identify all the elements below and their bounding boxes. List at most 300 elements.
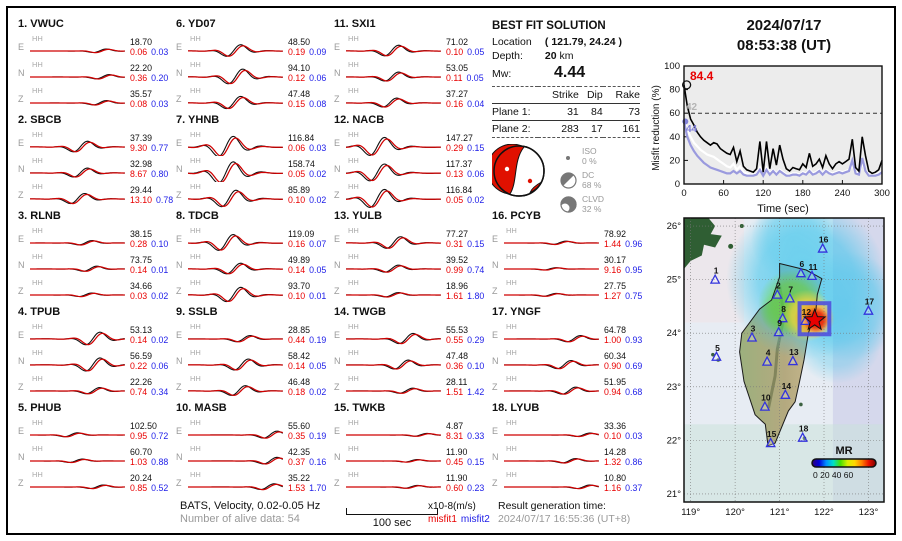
- waveform-trace: [30, 444, 126, 470]
- channel-label: E: [18, 234, 25, 244]
- band-label: HH: [506, 470, 517, 479]
- band-label: HH: [190, 470, 201, 479]
- channel-label: N: [334, 68, 341, 78]
- station-column-1: [18, 18, 176, 500]
- station-number: 17.: [492, 306, 508, 318]
- amplitude-value: 51.95: [604, 377, 627, 387]
- amplitude-value: 22.20: [130, 63, 153, 73]
- waveform-row: [334, 34, 492, 60]
- amplitude-value: 56.59: [130, 351, 153, 361]
- waveform-row: [18, 130, 176, 156]
- misfit2-value: 0.93: [625, 335, 643, 345]
- station-block-twkb: [334, 402, 492, 498]
- misfit1-value: 0.95: [130, 431, 148, 441]
- misfit1-value: 0.31: [446, 239, 464, 249]
- amplitude-value: 33.36: [604, 421, 627, 431]
- waveform-trace: [188, 322, 284, 348]
- channel-label: Z: [176, 94, 182, 104]
- svg-text:0: 0: [681, 188, 687, 199]
- waveform-trace: [188, 86, 284, 112]
- waveform-row: [334, 444, 492, 470]
- waveform-trace: [346, 34, 442, 60]
- station-block-vwuc: [18, 18, 176, 114]
- svg-text:3: 3: [750, 323, 756, 334]
- misfit2-value: 0.15: [467, 143, 485, 153]
- waveform-trace: [346, 226, 442, 252]
- plane1-dip: 84: [579, 104, 603, 121]
- misfit2-value: 0.80: [151, 169, 169, 179]
- station-block-phub: [18, 402, 176, 498]
- plane2-label: Plane 2:: [492, 123, 531, 135]
- misfit1-value: 1.51: [446, 387, 464, 397]
- station-number: 5.: [18, 402, 28, 414]
- waveform-row: [18, 86, 176, 112]
- svg-text:60: 60: [718, 188, 729, 199]
- amplitude-value: 42.35: [288, 447, 311, 457]
- misfit1-value: 1.03: [130, 457, 148, 467]
- band-label: HH: [190, 226, 201, 235]
- svg-text:Misfit reduction (%): Misfit reduction (%): [651, 85, 662, 171]
- waveform-row: [334, 60, 492, 86]
- channel-label: N: [18, 356, 25, 366]
- station-name: LYUB: [510, 402, 540, 414]
- misfit2-value: 0.33: [467, 431, 485, 441]
- amplitude-value: 47.48: [288, 89, 311, 99]
- amplitude-value: 158.74: [288, 159, 315, 169]
- amplitude-value: 49.89: [288, 255, 311, 265]
- misfit2-value: 0.37: [625, 483, 643, 493]
- misfit1-value: 0.06: [288, 143, 306, 153]
- band-label: HH: [32, 182, 43, 191]
- data-source-label: BATS, Velocity, 0.02-0.05 Hz: [180, 500, 321, 512]
- band-label: HH: [32, 86, 43, 95]
- waveform-trace: [188, 182, 284, 208]
- svg-text:80: 80: [669, 84, 680, 96]
- misfit1-value: 0.35: [288, 431, 306, 441]
- station-name: SXI1: [351, 18, 376, 30]
- depth-value: 20: [544, 50, 557, 62]
- channel-label: E: [492, 330, 499, 340]
- station-name: YULB: [352, 210, 383, 222]
- waveform-trace: [188, 418, 284, 444]
- station-number: 18.: [492, 402, 508, 414]
- amplitude-value: 64.78: [604, 325, 627, 335]
- amplitude-value: 35.57: [130, 89, 153, 99]
- waveform-trace: [504, 226, 600, 252]
- misfit2-value: 0.15: [467, 457, 485, 467]
- station-block-twgb: [334, 306, 492, 402]
- station-block-sslb: [176, 306, 334, 402]
- moment-decomposition: [560, 144, 604, 216]
- waveform-row: [492, 226, 650, 252]
- waveform-row: [18, 418, 176, 444]
- waveform-trace: [504, 322, 600, 348]
- misfit1-value: 0.10: [446, 47, 464, 57]
- col-dip: Dip: [579, 87, 603, 104]
- band-label: HH: [348, 156, 359, 165]
- misfit1-value: 0.06: [130, 47, 148, 57]
- station-name: TWGB: [352, 306, 386, 318]
- svg-text:12: 12: [801, 306, 812, 317]
- svg-text:16: 16: [818, 234, 829, 245]
- waveform-row: [492, 374, 650, 400]
- station-block-nacb: [334, 114, 492, 210]
- channel-label: Z: [18, 94, 24, 104]
- plane1-strike: 31: [538, 104, 579, 121]
- station-block-lyub: [492, 402, 650, 498]
- misfit2-value: 0.09: [309, 47, 327, 57]
- report-page: [6, 6, 896, 535]
- misfit2-value: 0.06: [309, 73, 327, 83]
- waveform-row: [176, 182, 334, 208]
- waveform-row: [176, 470, 334, 496]
- misfit1-value: 0.13: [446, 169, 464, 179]
- misfit1-value: 0.36: [130, 73, 148, 83]
- misfit1-value: 0.05: [288, 169, 306, 179]
- amplitude-value: 18.96: [446, 281, 469, 291]
- misfit2-value: 0.08: [309, 99, 327, 109]
- band-label: HH: [32, 156, 43, 165]
- waveform-trace: [30, 374, 126, 400]
- misfit2-value: 0.20: [151, 73, 169, 83]
- misfit1-legend: misfit1: [428, 514, 457, 525]
- svg-text:10: 10: [761, 392, 771, 403]
- svg-text:24°: 24°: [666, 328, 681, 340]
- band-label: HH: [32, 470, 43, 479]
- plane1-rake: 73: [603, 104, 640, 121]
- amplitude-value: 55.53: [446, 325, 469, 335]
- channel-label: Z: [18, 382, 24, 392]
- misfit1-value: 0.99: [446, 265, 464, 275]
- station-block-tpub: [18, 306, 176, 402]
- misfit2-value: 0.10: [467, 361, 485, 371]
- misfit2-value: 0.06: [151, 361, 169, 371]
- waveform-row: [492, 252, 650, 278]
- station-name: SBCB: [30, 114, 62, 126]
- amplitude-value: 39.52: [446, 255, 469, 265]
- band-label: HH: [190, 34, 201, 43]
- waveform-row: [18, 252, 176, 278]
- amplitude-value: 85.89: [288, 185, 311, 195]
- misfit2-value: 0.04: [467, 99, 485, 109]
- misfit1-value: 13.10: [130, 195, 153, 205]
- station-number: 7.: [176, 114, 186, 126]
- misfit1-value: 1.53: [288, 483, 306, 493]
- band-label: HH: [32, 444, 43, 453]
- channel-label: Z: [334, 478, 340, 488]
- channel-label: E: [18, 330, 25, 340]
- misfit2-value: 0.05: [309, 361, 327, 371]
- channel-label: Z: [492, 478, 498, 488]
- waveform-row: [18, 60, 176, 86]
- station-block-yhnb: [176, 114, 334, 210]
- band-label: HH: [348, 86, 359, 95]
- waveform-trace: [30, 60, 126, 86]
- misfit2-value: 1.70: [309, 483, 327, 493]
- waveform-row: [18, 348, 176, 374]
- channel-label: N: [492, 452, 499, 462]
- alive-data-count: Number of alive data: 54: [180, 513, 300, 525]
- misfit1-value: 0.16: [446, 99, 464, 109]
- waveform-trace: [30, 226, 126, 252]
- misfit1-value: 0.10: [288, 195, 306, 205]
- misfit1-value: 0.28: [130, 239, 148, 249]
- waveform-row: [334, 226, 492, 252]
- amplitude-value: 53.13: [130, 325, 153, 335]
- misfit1-value: 0.05: [446, 195, 464, 205]
- svg-text:14: 14: [781, 380, 792, 391]
- plane2-dip: 17: [591, 123, 603, 135]
- waveform-trace: [504, 418, 600, 444]
- waveform-row: [334, 182, 492, 208]
- amplitude-value: 71.02: [446, 37, 469, 47]
- channel-label: Z: [176, 478, 182, 488]
- station-name: NACB: [352, 114, 385, 126]
- svg-text:121°: 121°: [769, 507, 790, 518]
- dc-pct: 68 %: [582, 180, 602, 190]
- waveform-row: [18, 278, 176, 304]
- svg-text:13: 13: [789, 347, 799, 358]
- svg-text:120°: 120°: [725, 507, 745, 518]
- channel-label: E: [334, 426, 341, 436]
- channel-label: N: [18, 164, 25, 174]
- misfit1-value: 1.16: [604, 483, 622, 493]
- amplitude-value: 60.70: [130, 447, 153, 457]
- band-label: HH: [32, 130, 43, 139]
- channel-label: Z: [176, 286, 182, 296]
- waveform-row: [176, 278, 334, 304]
- amplitude-value: 37.39: [130, 133, 153, 143]
- channel-label: Z: [18, 190, 24, 200]
- svg-text:20: 20: [669, 155, 680, 167]
- misfit2-value: 1.80: [467, 291, 485, 301]
- waveform-row: [176, 418, 334, 444]
- misfit1-value: 0.29: [446, 143, 464, 153]
- misfit2-value: 0.88: [151, 457, 169, 467]
- amplitude-value: 77.27: [446, 229, 469, 239]
- misfit2-value: 0.96: [625, 239, 643, 249]
- amplitude-value: 22.26: [130, 377, 153, 387]
- channel-label: N: [176, 68, 183, 78]
- misfit1-value: 0.44: [288, 335, 306, 345]
- amplitude-value: 20.24: [130, 473, 153, 483]
- band-label: HH: [506, 418, 517, 427]
- misfit1-value: 0.19: [288, 47, 306, 57]
- svg-text:122°: 122°: [814, 507, 834, 518]
- svg-text:40: 40: [669, 131, 680, 143]
- scalebar-label: 100 sec: [372, 517, 412, 529]
- misfit1-value: 1.32: [604, 457, 622, 467]
- amplitude-value: 29.44: [130, 185, 153, 195]
- waveform-trace: [346, 322, 442, 348]
- mw-value: 4.44: [554, 64, 586, 81]
- iso-pct: 0 %: [582, 156, 597, 166]
- waveform-trace: [30, 470, 126, 496]
- band-label: HH: [348, 348, 359, 357]
- station-block-rlnb: [18, 210, 176, 306]
- misfit2-value: 0.07: [309, 239, 327, 249]
- waveform-trace: [30, 130, 126, 156]
- station-column-2: [176, 18, 334, 500]
- band-label: HH: [348, 252, 359, 261]
- event-datetime: [674, 16, 894, 55]
- station-column-3: [334, 18, 492, 500]
- channel-label: Z: [176, 382, 182, 392]
- band-label: HH: [190, 418, 201, 427]
- station-block-masb: [176, 402, 334, 498]
- svg-text:4: 4: [765, 347, 771, 358]
- misfit2-value: 0.02: [151, 335, 169, 345]
- time-scalebar: [346, 508, 438, 515]
- waveform-row: [176, 86, 334, 112]
- waveform-trace: [346, 278, 442, 304]
- waveform-row: [334, 418, 492, 444]
- misfit1-value: 0.14: [288, 361, 306, 371]
- svg-text:26°: 26°: [666, 221, 681, 233]
- band-label: HH: [506, 322, 517, 331]
- waveform-trace: [188, 444, 284, 470]
- svg-text:11: 11: [808, 261, 818, 272]
- waveform-trace: [188, 226, 284, 252]
- channel-label: E: [334, 330, 341, 340]
- svg-text:5: 5: [715, 342, 720, 353]
- channel-label: N: [18, 452, 25, 462]
- band-label: HH: [32, 226, 43, 235]
- station-number: 11.: [334, 18, 349, 30]
- svg-text:180: 180: [794, 188, 811, 199]
- location-label: Location: [492, 36, 532, 48]
- band-label: HH: [190, 444, 201, 453]
- station-number: 10.: [176, 402, 192, 414]
- misfit2-value: 0.05: [466, 73, 484, 83]
- station-name: YD07: [188, 18, 216, 30]
- band-label: HH: [190, 374, 201, 383]
- station-number: 4.: [18, 306, 28, 318]
- station-name: PCYB: [510, 210, 541, 222]
- band-label: HH: [506, 278, 517, 287]
- waveform-row: [176, 34, 334, 60]
- waveform-trace: [188, 156, 284, 182]
- misfit1-value: 8.31: [446, 431, 464, 441]
- amplitude-value: 116.84: [288, 133, 315, 143]
- misfit2-value: 0.69: [625, 361, 643, 371]
- misfit1-value: 0.12: [288, 73, 306, 83]
- waveform-trace: [504, 374, 600, 400]
- waveform-trace: [346, 348, 442, 374]
- waveform-row: [334, 322, 492, 348]
- amplitude-value: 28.11: [446, 377, 468, 387]
- focal-mechanism-beachball: [492, 144, 546, 198]
- waveform-row: [492, 444, 650, 470]
- misfit2-value: 0.78: [156, 195, 174, 205]
- waveform-trace: [346, 252, 442, 278]
- misfit1-value: 0.74: [130, 387, 148, 397]
- svg-text:18: 18: [798, 423, 809, 434]
- waveform-trace: [346, 86, 442, 112]
- misfit1-value: 9.16: [604, 265, 622, 275]
- amplitude-value: 94.10: [288, 63, 311, 73]
- amplitude-value: 35.22: [288, 473, 311, 483]
- amplitude-value: 37.27: [446, 89, 469, 99]
- amplitude-value: 60.34: [604, 351, 627, 361]
- station-number: 14.: [334, 306, 350, 318]
- svg-text:0 20 40 60: 0 20 40 60: [813, 470, 854, 480]
- clvd-label: CLVD: [582, 194, 605, 204]
- misfit2-value: 0.16: [309, 457, 327, 467]
- waveform-trace: [188, 34, 284, 60]
- band-label: HH: [506, 348, 517, 357]
- waveform-trace: [504, 348, 600, 374]
- band-label: HH: [348, 418, 359, 427]
- misfit2-value: 0.75: [625, 291, 643, 301]
- svg-text:21°: 21°: [666, 488, 681, 500]
- amplitude-value: 4.87: [446, 421, 464, 431]
- misfit2-value: 0.01: [151, 265, 169, 275]
- misfit-legend: [428, 513, 498, 526]
- band-label: HH: [506, 226, 517, 235]
- waveform-trace: [188, 348, 284, 374]
- misfit1-value: 0.08: [130, 99, 148, 109]
- station-name: VWUC: [30, 18, 64, 30]
- station-name: RLNB: [30, 210, 61, 222]
- station-name: TWKB: [352, 402, 386, 414]
- amplitude-value: 48.50: [288, 37, 311, 47]
- waveform-trace: [30, 156, 126, 182]
- waveform-trace: [346, 470, 442, 496]
- channel-label: E: [176, 330, 183, 340]
- station-map: [654, 214, 900, 530]
- band-label: HH: [32, 252, 43, 261]
- depth-label: Depth:: [492, 50, 523, 62]
- nodal-plane-table: [492, 86, 640, 138]
- waveform-row: [492, 278, 650, 304]
- misfit1-value: 0.14: [130, 265, 148, 275]
- channel-label: E: [492, 426, 499, 436]
- misfit2-value: 0.19: [309, 431, 327, 441]
- svg-text:84.4: 84.4: [690, 69, 714, 83]
- waveform-row: [18, 322, 176, 348]
- svg-text:1: 1: [713, 265, 719, 276]
- waveform-row: [492, 418, 650, 444]
- band-label: HH: [190, 278, 201, 287]
- channel-label: N: [334, 260, 341, 270]
- channel-label: Z: [334, 382, 340, 392]
- svg-text:7: 7: [788, 284, 794, 295]
- waveform-row: [334, 278, 492, 304]
- waveform-row: [18, 182, 176, 208]
- channel-label: E: [334, 234, 341, 244]
- svg-text:17: 17: [864, 296, 875, 307]
- channel-label: Z: [18, 478, 24, 488]
- misfit2-value: 0.06: [467, 169, 485, 179]
- misfit1-value: 0.16: [288, 239, 306, 249]
- waveform-row: [18, 444, 176, 470]
- misfit2-value: 0.34: [151, 387, 169, 397]
- misfit1-value: 0.60: [446, 483, 464, 493]
- event-time: 08:53:38 (UT): [736, 36, 832, 54]
- channel-label: N: [492, 260, 499, 270]
- misfit2-value: 0.95: [625, 265, 643, 275]
- waveform-row: [334, 470, 492, 496]
- station-block-yd07: [176, 18, 334, 114]
- misfit2-value: 0.03: [309, 143, 327, 153]
- dc-icon: [560, 172, 577, 189]
- waveform-trace: [188, 252, 284, 278]
- waveform-trace: [30, 418, 126, 444]
- result-time-label: Result generation time:: [498, 500, 606, 512]
- waveform-trace: [30, 322, 126, 348]
- channel-label: N: [334, 452, 341, 462]
